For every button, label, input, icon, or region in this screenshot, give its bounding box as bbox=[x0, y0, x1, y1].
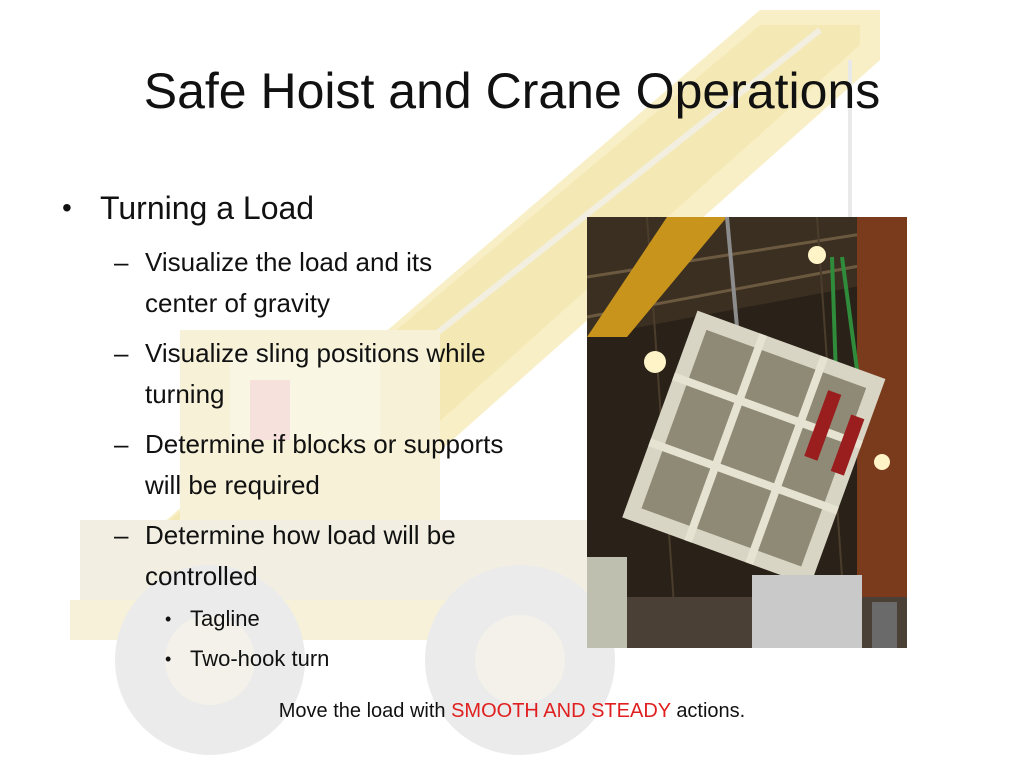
footer-highlight: SMOOTH AND STEADY bbox=[451, 700, 671, 722]
sub-bullet-text: Visualize sling positions while turning bbox=[145, 338, 486, 409]
dash-icon: – bbox=[114, 429, 129, 459]
footer-prefix: Move the load with bbox=[278, 700, 446, 722]
sub-bullet-text: Determine how load will be controlled bbox=[145, 520, 456, 591]
footer-note bbox=[0, 700, 1024, 723]
dash-icon: – bbox=[114, 338, 129, 368]
dash-icon: – bbox=[114, 520, 129, 550]
slide-title: Safe Hoist and Crane Operations bbox=[143, 63, 881, 119]
bullet-dot-icon: • bbox=[165, 649, 172, 669]
sub-bullet bbox=[62, 515, 505, 597]
control-method-text: Two-hook turn bbox=[190, 646, 330, 671]
bullet-dot-icon: • bbox=[165, 609, 172, 629]
control-method-item bbox=[62, 639, 532, 679]
main-bullet bbox=[62, 188, 532, 228]
sub-bullet-text: Visualize the load and its center of gravity bbox=[145, 247, 433, 318]
sub-bullet bbox=[62, 424, 505, 506]
dash-icon: – bbox=[114, 247, 129, 277]
control-method-text: Tagline bbox=[190, 606, 260, 631]
sub-bullet bbox=[62, 333, 505, 415]
main-bullet-text: Turning a Load bbox=[100, 190, 315, 226]
footer-suffix: actions. bbox=[676, 700, 746, 722]
control-method-item bbox=[62, 599, 532, 639]
bullet-list bbox=[62, 188, 532, 679]
bullet-dot-icon: • bbox=[62, 192, 72, 223]
sub-bullet bbox=[62, 242, 505, 324]
load-turning-photo bbox=[587, 217, 907, 648]
sub-bullet-text: Determine if blocks or supports will be required bbox=[145, 429, 504, 500]
